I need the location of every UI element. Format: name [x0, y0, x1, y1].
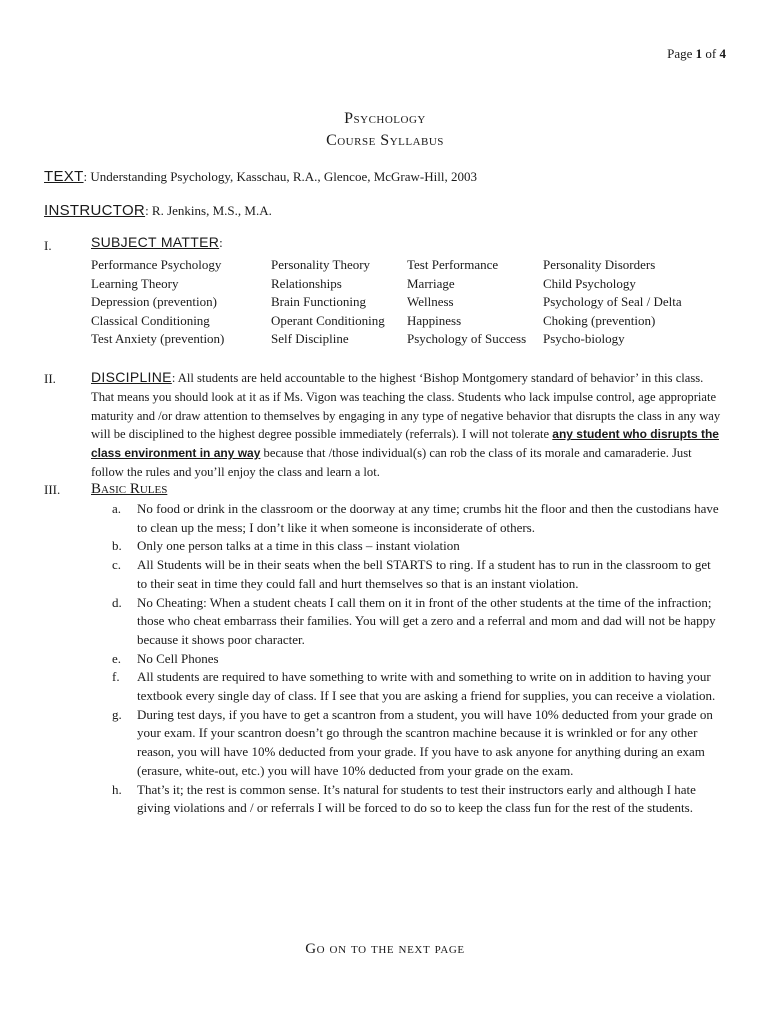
- subject-item: Personality Disorders: [543, 257, 656, 272]
- subject-item: Performance Psychology: [91, 257, 222, 272]
- subject-item: Marriage: [407, 275, 455, 291]
- document-title: Psychology: [344, 110, 426, 127]
- instructor-line: [44, 202, 272, 219]
- list-item: c. All Students will be in their seats when the bell STARTS to ring. If a student has to run in the classroom to get to their seat in time they could fall and hurt themselves so that is an instant violation.: [112, 557, 711, 591]
- subject-item: Wellness: [407, 294, 454, 310]
- page-number: Page 1 of 4: [667, 46, 726, 61]
- subject-item: Choking (prevention): [543, 312, 656, 328]
- instructor-label: INSTRUCTOR: [44, 202, 146, 219]
- subject-item: Self Discipline: [271, 331, 349, 347]
- list-item: f. All students are required to have something to write with and something to write on in addition to having your textbook every single day of class. If I see that you are asking a friend for supplies, you can receive a violation.: [112, 669, 716, 704]
- text-line: [44, 168, 477, 185]
- subject-item: Child Psychology: [543, 275, 636, 291]
- subject-grid: [91, 256, 733, 349]
- subject-item: Psychology of Seal / Delta: [543, 294, 682, 310]
- subject-item: Brain Functioning: [271, 294, 366, 310]
- list-item: d. No Cheating: When a student cheats I call them on it in front of the other students at the time of the infraction; those who cheat embarrass their families. You will get a zero and a referral and mom and dad will not be happy because it shows poor character.: [112, 594, 716, 647]
- rules-list: [112, 500, 722, 818]
- list-item: e. No Cell Phones: [112, 650, 219, 666]
- footer-next-page: Go on to the next page: [305, 941, 465, 957]
- document-subtitle: Course Syllabus: [326, 132, 444, 149]
- section-numeral-1: I.: [44, 238, 52, 253]
- discipline-emphasis: any student who disrupts the class environment in any way: [91, 427, 719, 461]
- section-numeral-3: III.: [44, 482, 61, 497]
- text-value: : Understanding Psychology, Kasschau, R.A., Glencoe, McGraw-Hill, 2003: [83, 169, 477, 184]
- list-item: h. That’s it; the rest is common sense. It’s natural for students to test their instructors early and although I hate giving violations and / or referrals I will be forced to do so to keep the class fun for the rest of the students.: [112, 781, 696, 816]
- subject-item: Test Performance: [407, 257, 499, 272]
- discipline-paragraph: DISCIPLINE: All students are held accountable to the highest ‘Bishop Montgomery standard of behavior’ in this class. That means you should look at it as if Ms. Vigon was teaching the class. Students who lack impulse control, age appropriate maturity and /or draw attention to themselves by engaging in any type of negative behavior that disrupts the class in any way will be disciplined to the highest degree possible immediately (referrals). I will not tolerate any student who disrupts the class environment in any way because that /those individual(s) can rob the class of its morale and camaraderie. Just follow the rules and you’ll enjoy the class and learn a lot.: [91, 369, 721, 479]
- subject-item: Test Anxiety (prevention): [91, 331, 225, 347]
- subject-item: Classical Conditioning: [91, 312, 210, 328]
- section-numeral-2: II.: [44, 371, 56, 386]
- subject-item: Personality Theory: [271, 257, 371, 272]
- subject-item: Happiness: [407, 312, 462, 328]
- list-item: a. No food or drink in the classroom or the doorway at any time; crumbs hit the floor and then the custodians have to clean up the mess; I don’t like it when someone is inconsiderate of others.: [112, 501, 719, 535]
- subject-item: Relationships: [271, 275, 342, 291]
- rules-heading: Basic Rules: [91, 481, 168, 497]
- instructor-value: : R. Jenkins, M.S., M.A.: [145, 203, 272, 218]
- list-item: b. Only one person talks at a time in this class – instant violation: [112, 538, 460, 554]
- subject-item: Learning Theory: [91, 275, 179, 291]
- subject-heading: SUBJECT MATTER:: [91, 234, 223, 250]
- subject-item: Depression (prevention): [91, 294, 217, 310]
- discipline-heading: DISCIPLINE: [91, 369, 172, 385]
- subject-item: Psychology of Success: [407, 331, 527, 347]
- subject-item: Psycho-biology: [543, 331, 625, 347]
- list-item: g. During test days, if you have to get a scantron from a student, you will have 10% deducted from your grade on your exam. If your scantron doesn’t go through the scantron machine because it is wrinkled or for any other reason, you will have 10% deducted from your grade. If you have to ask anyone for anything during an exam (erasure, white-out, etc.) you will have 10% deducted from your grade on the exam.: [112, 706, 713, 778]
- subject-item: Operant Conditioning: [271, 312, 385, 328]
- text-label: TEXT: [44, 168, 84, 185]
